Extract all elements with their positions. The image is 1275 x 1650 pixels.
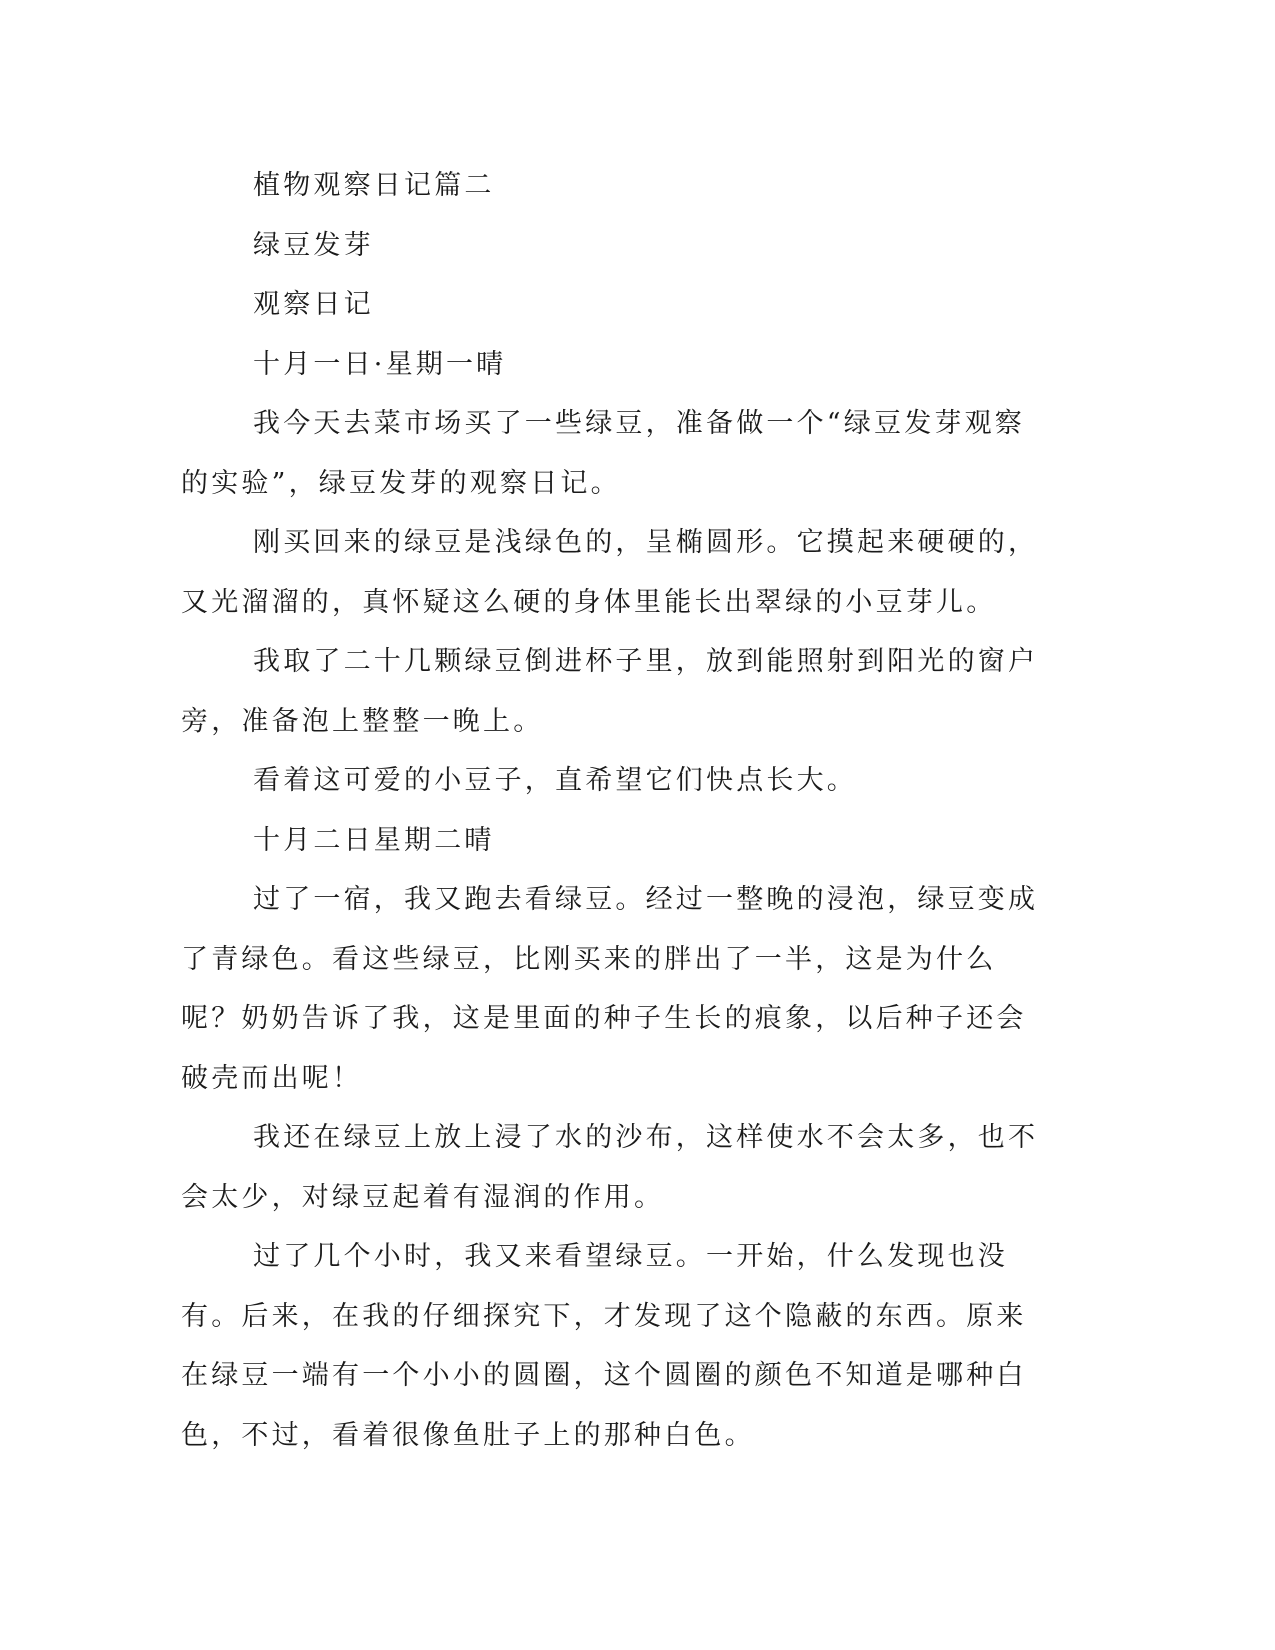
subtitle: 观察日记	[253, 289, 374, 320]
paragraph: 刚买回来的绿豆是浅绿色的，呈椭圆形。它摸起来硬硬的，又光溜溜的，真怀疑这么硬的身体里能长出翠绿的小豆芽儿。	[181, 527, 1039, 618]
diary-date: 十月二日星期二晴	[253, 824, 495, 856]
document-body	[181, 156, 1041, 1465]
subtitle: 绿豆发芽	[253, 229, 374, 261]
paragraph: 我取了二十几颗绿豆倒进杯子里，放到能照射到阳光的窗户旁，准备泡上整整一晚上。	[181, 646, 1039, 737]
diary-date: 十月一日·星期一晴	[253, 348, 507, 380]
paragraph: 过了几个小时，我又来看望绿豆。一开始，什么发现也没有。后来，在我的仔细探究下，才发现了这个隐蔽的东西。原来在绿豆一端有一个小小的圆圈，这个圆圈的颜色不知道是哪种白色，不过，看着很像鱼肚子上的那种白色。	[181, 1241, 1027, 1451]
document-title: 植物观察日记篇二	[253, 170, 495, 201]
paragraph: 过了一宿，我又跑去看绿豆。经过一整晚的浸泡，绿豆变成了青绿色。看这些绿豆，比刚买来的胖出了一半，这是为什么呢？奶奶告诉了我，这是里面的种子生长的痕象，以后种子还会破壳而出呢！	[181, 884, 1039, 1094]
paragraph: 我还在绿豆上放上浸了水的沙布，这样使水不会太多，也不会太少，对绿豆起着有湿润的作用。	[181, 1122, 1039, 1213]
paragraph: 我今天去菜市场买了一些绿豆，准备做一个“绿豆发芽观察的实验”，绿豆发芽的观察日记。	[181, 408, 1026, 499]
paragraph: 看着这可爱的小豆子，直希望它们快点长大。	[253, 765, 857, 796]
